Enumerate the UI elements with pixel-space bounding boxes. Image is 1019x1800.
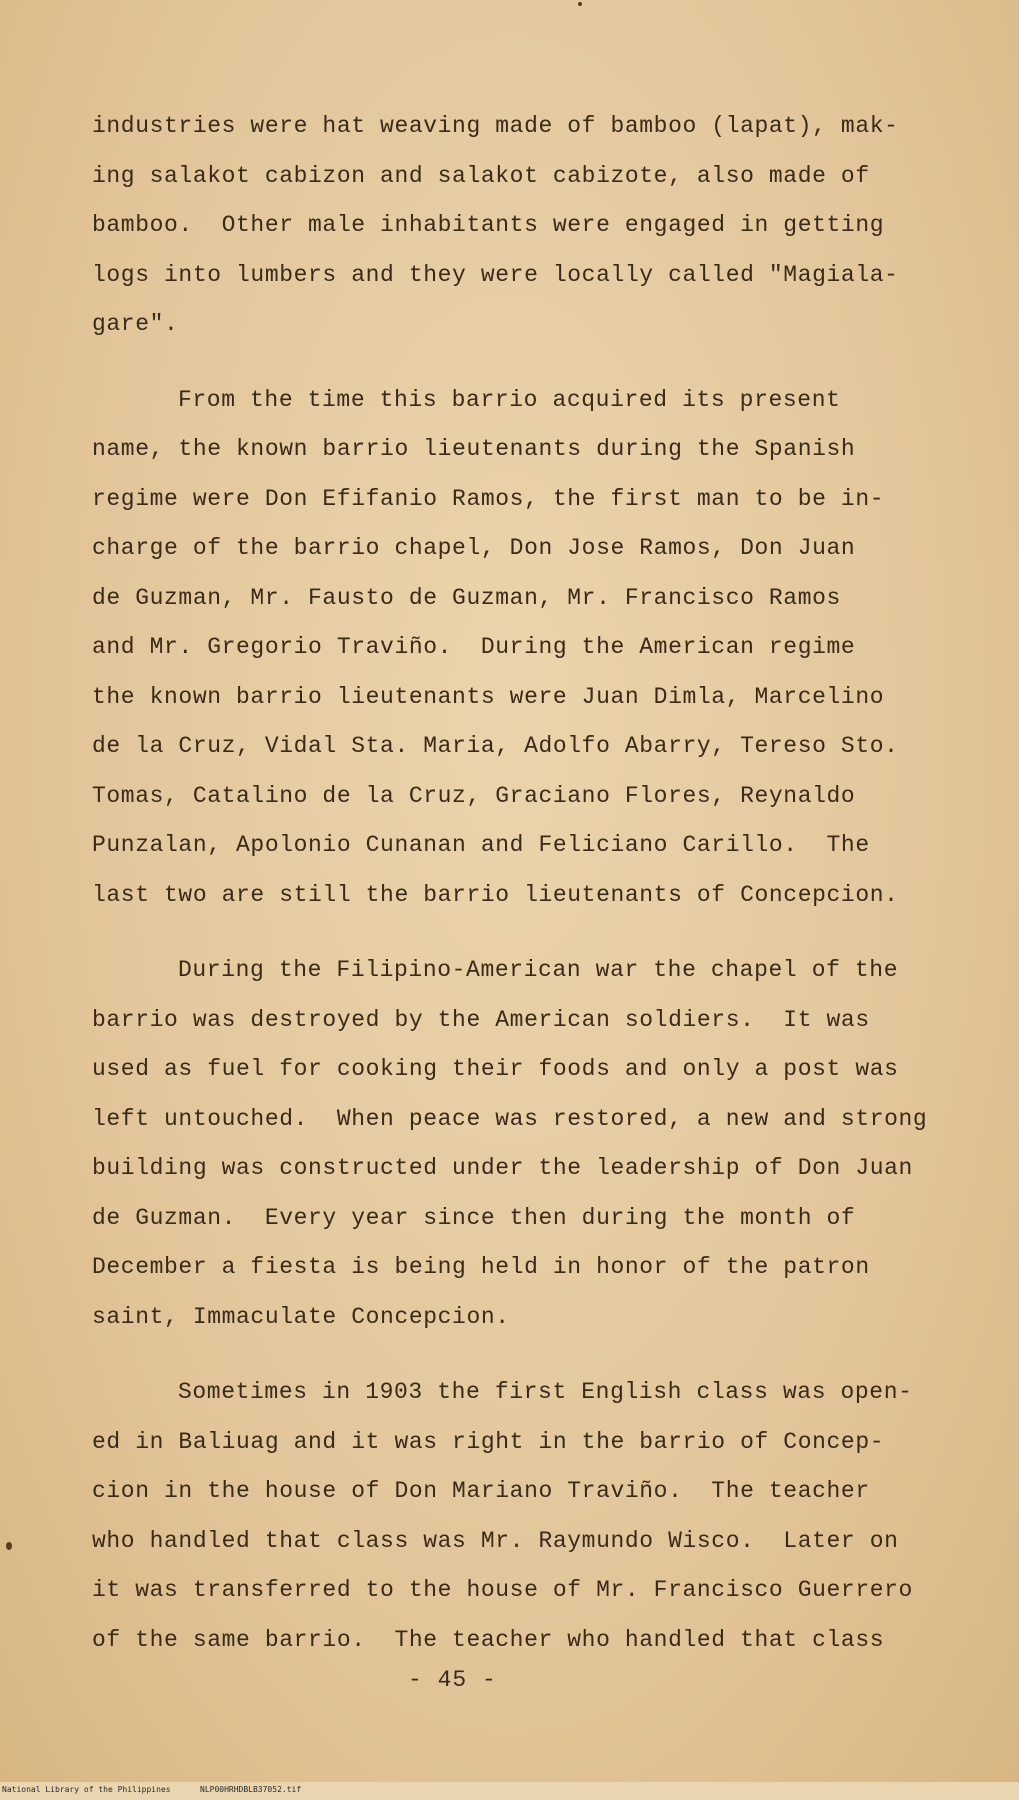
text-line: December a fiesta is being held in honor of the patron [92, 1254, 870, 1280]
text-line: bamboo. Other male inhabitants were engaged in getting [92, 212, 885, 238]
text-line: de Guzman, Mr. Fausto de Guzman, Mr. Francisco Ramos [92, 584, 841, 611]
ink-speck [578, 2, 582, 6]
footer-filename: NLP00HRHDBLB37052.tif [200, 1785, 302, 1794]
text-line: it was transferred to the house of Mr. Francisco Guerrero [92, 1577, 913, 1603]
text-line: Punzalan, Apolonio Cunanan and Feliciano Carillo. The [92, 832, 870, 858]
footer-library-label: National Library of the Philippines [2, 1785, 171, 1794]
text-line: gare". [92, 311, 179, 337]
text-line: During the Filipino-American war the chapel of the [178, 957, 899, 983]
paragraph [92, 376, 972, 921]
text-line: ed in Baliuag and it was right in the barrio of Concep- [92, 1428, 885, 1455]
paragraph [92, 946, 972, 1342]
text-line: who handled that class was Mr. Raymundo Wisco. Later on [92, 1527, 899, 1554]
text-line: used as fuel for cooking their foods and only a post was [92, 1056, 899, 1082]
text-line: ing salakot cabizon and salakot cabizote, also made of [92, 162, 870, 189]
text-line: Tomas, Catalino de la Cruz, Graciano Flores, Reynaldo [92, 782, 856, 809]
page-number: - 45 - [408, 1667, 497, 1693]
text-line: charge of the barrio chapel, Don Jose Ramos, Don Juan [92, 535, 856, 561]
text-line: Sometimes in 1903 the first English class was open- [178, 1379, 913, 1405]
text-line: building was constructed under the leadership of Don Juan [92, 1155, 913, 1181]
text-line: de la Cruz, Vidal Sta. Maria, Adolfo Abarry, Tereso Sto. [92, 733, 899, 759]
text-line: de Guzman. Every year since then during the month of [92, 1204, 856, 1231]
text-line: and Mr. Gregorio Traviño. During the American regime [92, 634, 856, 660]
text-line: name, the known barrio lieutenants during the Spanish [92, 436, 856, 462]
text-line: logs into lumbers and they were locally called "Magiala- [92, 261, 899, 288]
text-line: left untouched. When peace was restored, a new and strong [92, 1105, 928, 1132]
text-line: cion in the house of Don Mariano Traviño. The teacher [92, 1478, 870, 1504]
text-line: last two are still the barrio lieutenants of Concepcion. [92, 881, 899, 908]
text-line: regime were Don Efifanio Ramos, the first man to be in- [92, 485, 885, 512]
text-line: From the time this barrio acquired its present [178, 386, 841, 413]
text-line: barrio was destroyed by the American soldiers. It was [92, 1006, 870, 1033]
text-line: of the same barrio. The teacher who handled that class [92, 1626, 885, 1653]
paragraph [92, 1368, 972, 1665]
text-line: the known barrio lieutenants were Juan Dimla, Marcelino [92, 683, 885, 710]
ink-speck [6, 1542, 12, 1550]
text-line: industries were hat weaving made of bamboo (lapat), mak- [92, 113, 899, 139]
text-line: saint, Immaculate Concepcion. [92, 1303, 510, 1330]
paragraph [92, 102, 972, 350]
document-body [92, 102, 972, 1691]
